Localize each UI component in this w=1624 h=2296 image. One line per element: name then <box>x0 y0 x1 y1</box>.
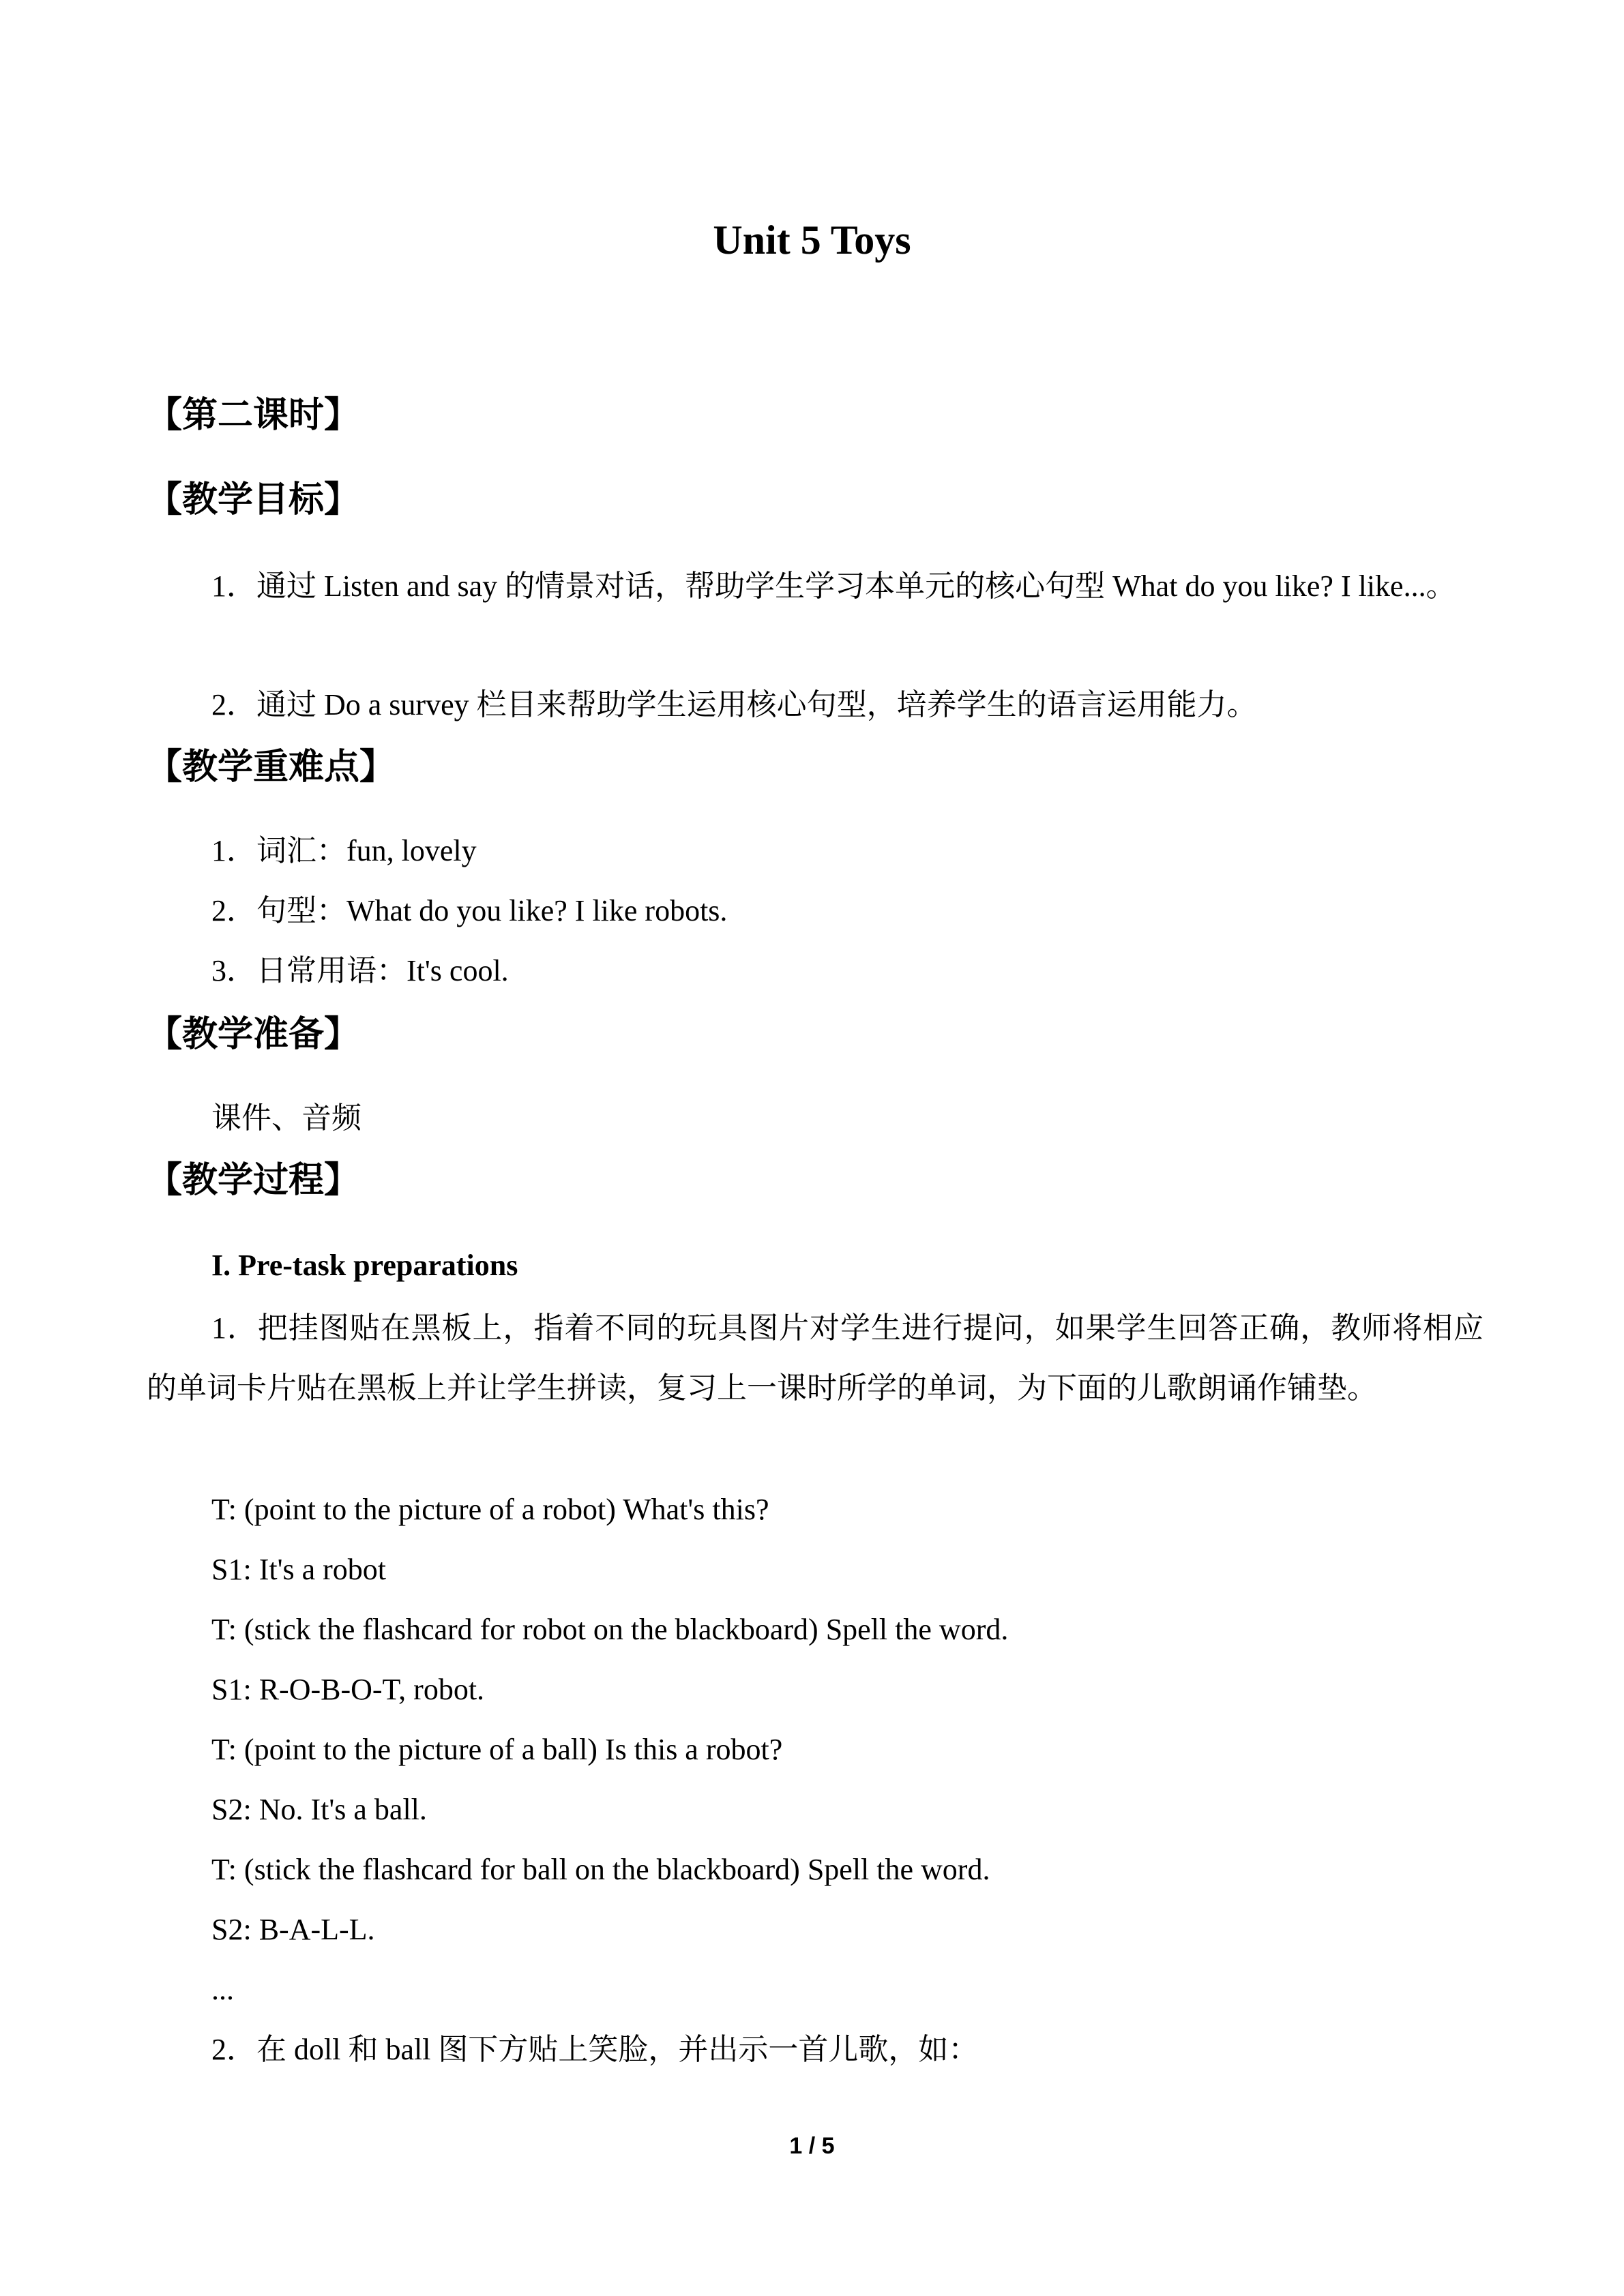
section-title-pre-task: I. Pre-task preparations <box>211 1249 518 1282</box>
key-point-item-3: 3．日常用语：It's cool. <box>211 954 509 987</box>
lesson-heading: 【第二课时】 <box>147 395 360 436</box>
key-point-item-1: 1．词汇：fun, lovely <box>211 834 477 867</box>
dialogue-line: S2: B-A-L-L. <box>211 1913 375 1946</box>
objective-item-1: 1．通过 Listen and say 的情景对话，帮助学生学习本单元的核心句型 What do you like? I like...。 <box>211 569 1456 603</box>
objectives-heading: 【教学目标】 <box>147 479 360 520</box>
process-step-2: 2．在 doll 和 ball 图下方贴上笑脸，并出示一首儿歌，如： <box>211 2033 979 2066</box>
dialogue-line: T: (point to the picture of a ball) Is this a robot? <box>211 1733 783 1766</box>
dialogue-line: S1: R-O-B-O-T, robot. <box>211 1673 485 1706</box>
preparation-heading: 【教学准备】 <box>147 1014 360 1055</box>
dialogue-line: ... <box>211 1973 234 2006</box>
key-points-heading: 【教学重难点】 <box>147 747 396 788</box>
dialogue-line: S2: No. It's a ball. <box>211 1793 427 1826</box>
dialogue-line: S1: It's a robot <box>211 1553 387 1586</box>
key-point-item-2: 2．句型：What do you like? I like robots. <box>211 894 728 927</box>
process-step-1: 1．把挂图贴在黑板上，指着不同的玩具图片对学生进行提问，如果学生回答正确，教师将相应的单词卡片贴在黑板上并让学生拼读，复习上一课时所学的单词，为下面的儿歌朗诵作铺垫。 <box>147 1311 1483 1405</box>
dialogue-line: T: (point to the picture of a robot) What's this? <box>211 1493 769 1526</box>
document-title: Unit 5 Toys <box>713 218 911 263</box>
process-heading: 【教学过程】 <box>147 1160 360 1201</box>
dialogue-line: T: (stick the flashcard for ball on the blackboard) Spell the word. <box>211 1853 990 1886</box>
preparation-content: 课件、音频 <box>211 1101 361 1135</box>
dialogue-line: T: (stick the flashcard for robot on the blackboard) Spell the word. <box>211 1613 1009 1646</box>
page-number: 1 / 5 <box>789 2133 835 2159</box>
objective-item-2: 2．通过 Do a survey 栏目来帮助学生运用核心句型，培养学生的语言运用能力。 <box>211 688 1257 721</box>
